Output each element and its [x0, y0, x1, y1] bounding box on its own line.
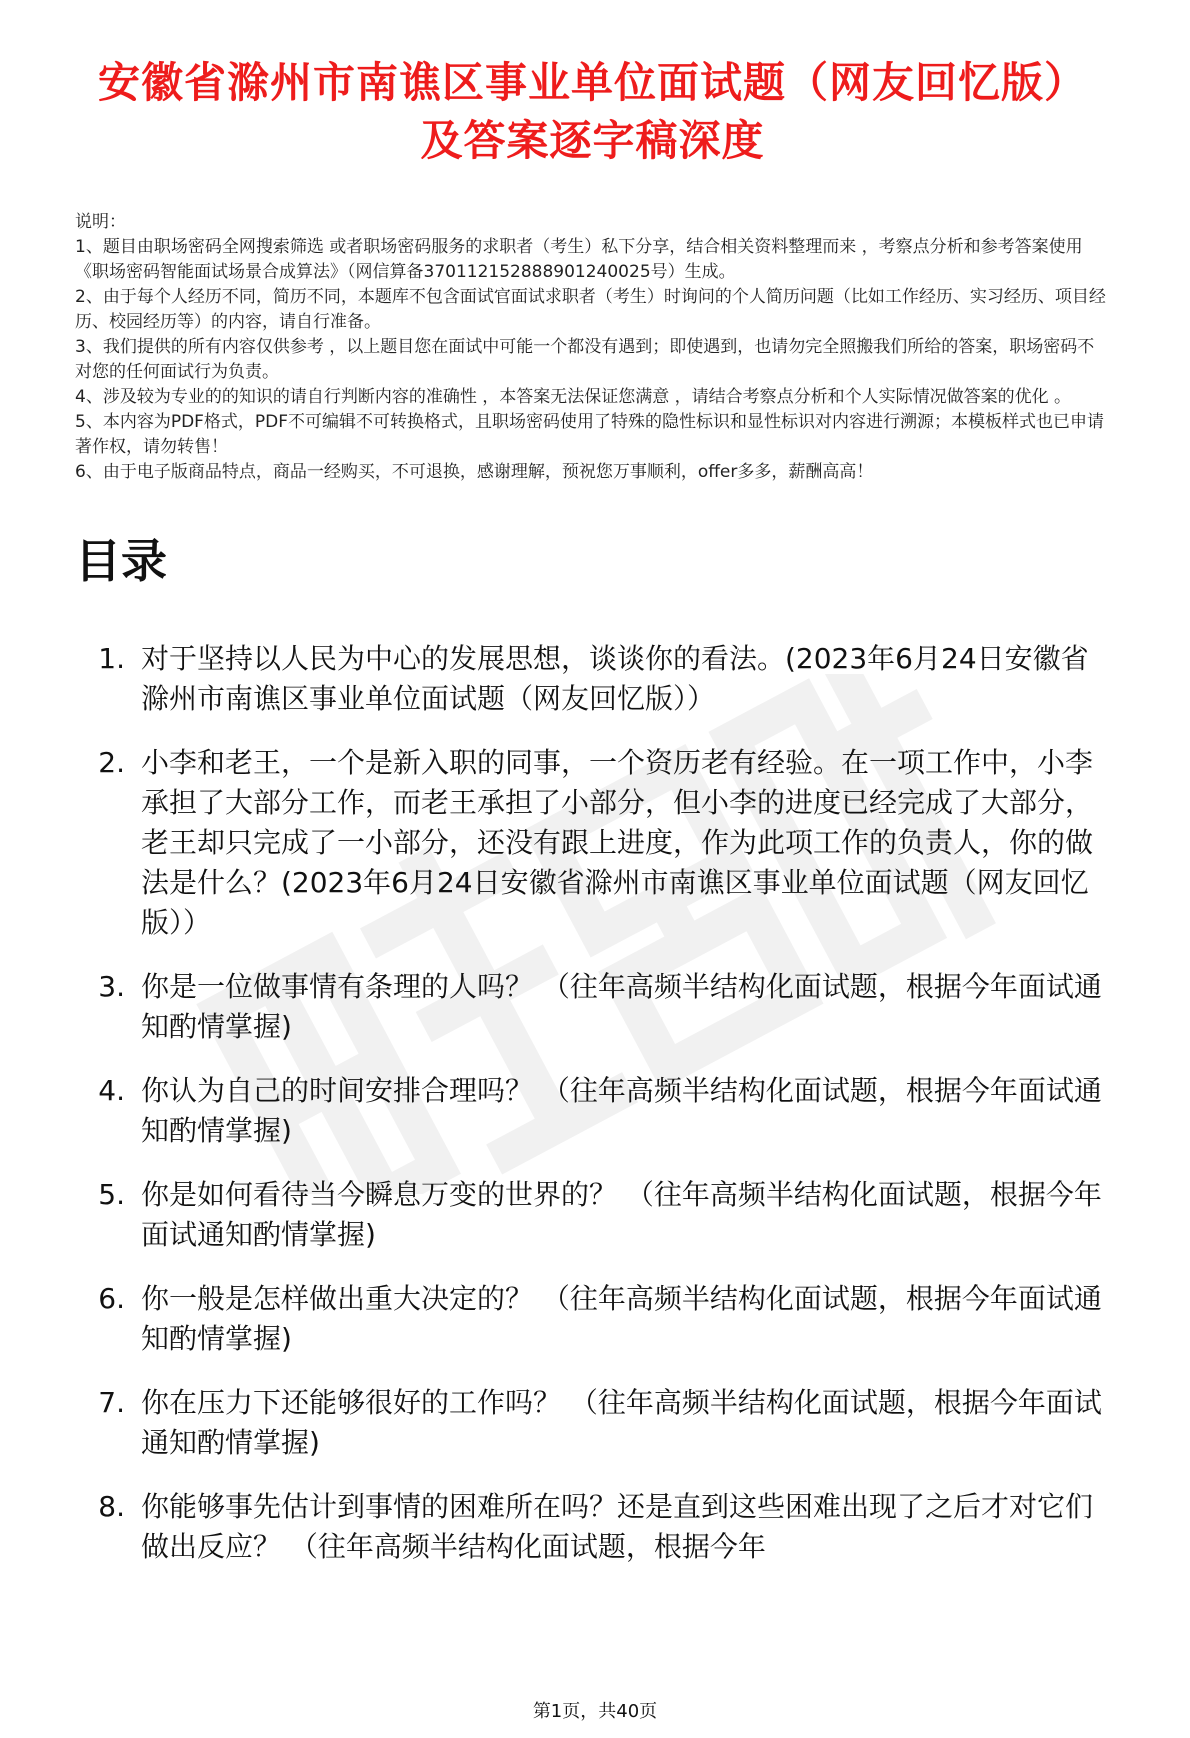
toc-item-text: 你是如何看待当今瞬息万变的世界的？ （往年高频半结构化面试题，根据今年面试通知酌情掌握) [141, 1178, 1102, 1251]
toc-item-text: 对于坚持以人民为中心的发展思想，谈谈你的看法。(2023年6月24日安徽省滁州市南谯区事业单位面试题（网友回忆版）） [141, 642, 1089, 715]
toc-item-text: 你在压力下还能够很好的工作吗？ （往年高频半结构化面试题，根据今年面试通知酌情掌握) [141, 1386, 1102, 1459]
toc-item[interactable] [75, 1383, 1110, 1463]
toc-item-number: 7. [98, 1386, 125, 1419]
toc-item-number: 5. [98, 1178, 125, 1211]
page-footer: 第1页，共40页 [532, 1701, 658, 1722]
toc-item-text: 你认为自己的时间安排合理吗？ （往年高频半结构化面试题，根据今年面试通知酌情掌握) [141, 1074, 1102, 1147]
toc-heading: 目录 [75, 534, 167, 588]
document-title: 安徽省滁州市南谯区事业单位面试题（网友回忆版）及答案逐字稿深度 [97, 58, 1087, 165]
toc-item-number: 8. [98, 1490, 125, 1523]
toc-item-number: 1. [98, 642, 125, 675]
toc-item-text: 你能够事先估计到事情的困难所在吗？还是直到这些困难出现了之后才对它们做出反应？ （往年高频半结构化面试题，根据今年 [141, 1490, 1094, 1563]
note-item: 1、题目由职场密码全网搜索筛选 或者职场密码服务的求职者（考生）私下分享，结合相关资料整理而来 ，考察点分析和参考答案使用《职场密码智能面试场景合成算法》（网信算备370112152888901240025号）生成。 [75, 237, 1083, 282]
notes-section [75, 210, 1110, 485]
toc-item[interactable] [75, 967, 1110, 1047]
note-item: 2、由于每个人经历不同，简历不同，本题库不包含面试官面试求职者（考生）时询问的个人简历问题（比如工作经历、实习经历、项目经历、校园经历等）的内容，请自行准备。 [75, 287, 1106, 332]
toc-item-number: 3. [98, 970, 125, 1003]
toc-item[interactable] [75, 1175, 1110, 1255]
notes-heading: 说明： [75, 212, 126, 232]
toc-item-text: 你一般是怎样做出重大决定的？ （往年高频半结构化面试题，根据今年面试通知酌情掌握) [141, 1282, 1102, 1355]
toc-list [75, 639, 1110, 1567]
toc-item[interactable] [75, 639, 1110, 719]
document-page [0, 54, 1190, 1567]
toc-item-text: 小李和老王，一个是新入职的同事，一个资历老有经验。在一项工作中，小李承担了大部分工作，而老王承担了小部分，但小李的进度已经完成了大部分，老王却只完成了一小部分，还没有跟上进度，作为此项工作的负责人，你的做法是什么？(2023年6月24日安徽省滁州市南谯区事业单位面试题（网友回忆版）） [141, 746, 1094, 939]
note-item: 5、本内容为PDF格式，PDF不可编辑不可转换格式，且职场密码使用了特殊的隐性标识和显性标识对内容进行溯源；本模板样式也已申请著作权，请勿转售！ [75, 412, 1105, 457]
toc-item-number: 4. [98, 1074, 125, 1107]
toc-item-number: 6. [98, 1282, 125, 1315]
toc-item[interactable] [75, 1487, 1110, 1567]
toc-item-text: 你是一位做事情有条理的人吗？ （往年高频半结构化面试题，根据今年面试通知酌情掌握) [141, 970, 1102, 1043]
note-item: 3、我们提供的所有内容仅供参考 ，以上题目您在面试中可能一个都没有遇到；即使遇到，也请勿完全照搬我们所给的答案，职场密码不对您的任何面试行为负责。 [75, 337, 1095, 382]
toc-item-number: 2. [98, 746, 125, 779]
toc-item[interactable] [75, 1279, 1110, 1359]
note-item: 6、由于电子版商品特点，商品一经购买，不可退换，感谢理解，预祝您万事顺利，offer多多，薪酬高高！ [75, 462, 874, 482]
note-item: 4、涉及较为专业的的知识的请自行判断内容的准确性 ，本答案无法保证您满意 ，请结合考察点分析和个人实际情况做答案的优化 。 [75, 387, 1072, 407]
toc-item[interactable] [75, 743, 1110, 943]
toc-item[interactable] [75, 1071, 1110, 1151]
